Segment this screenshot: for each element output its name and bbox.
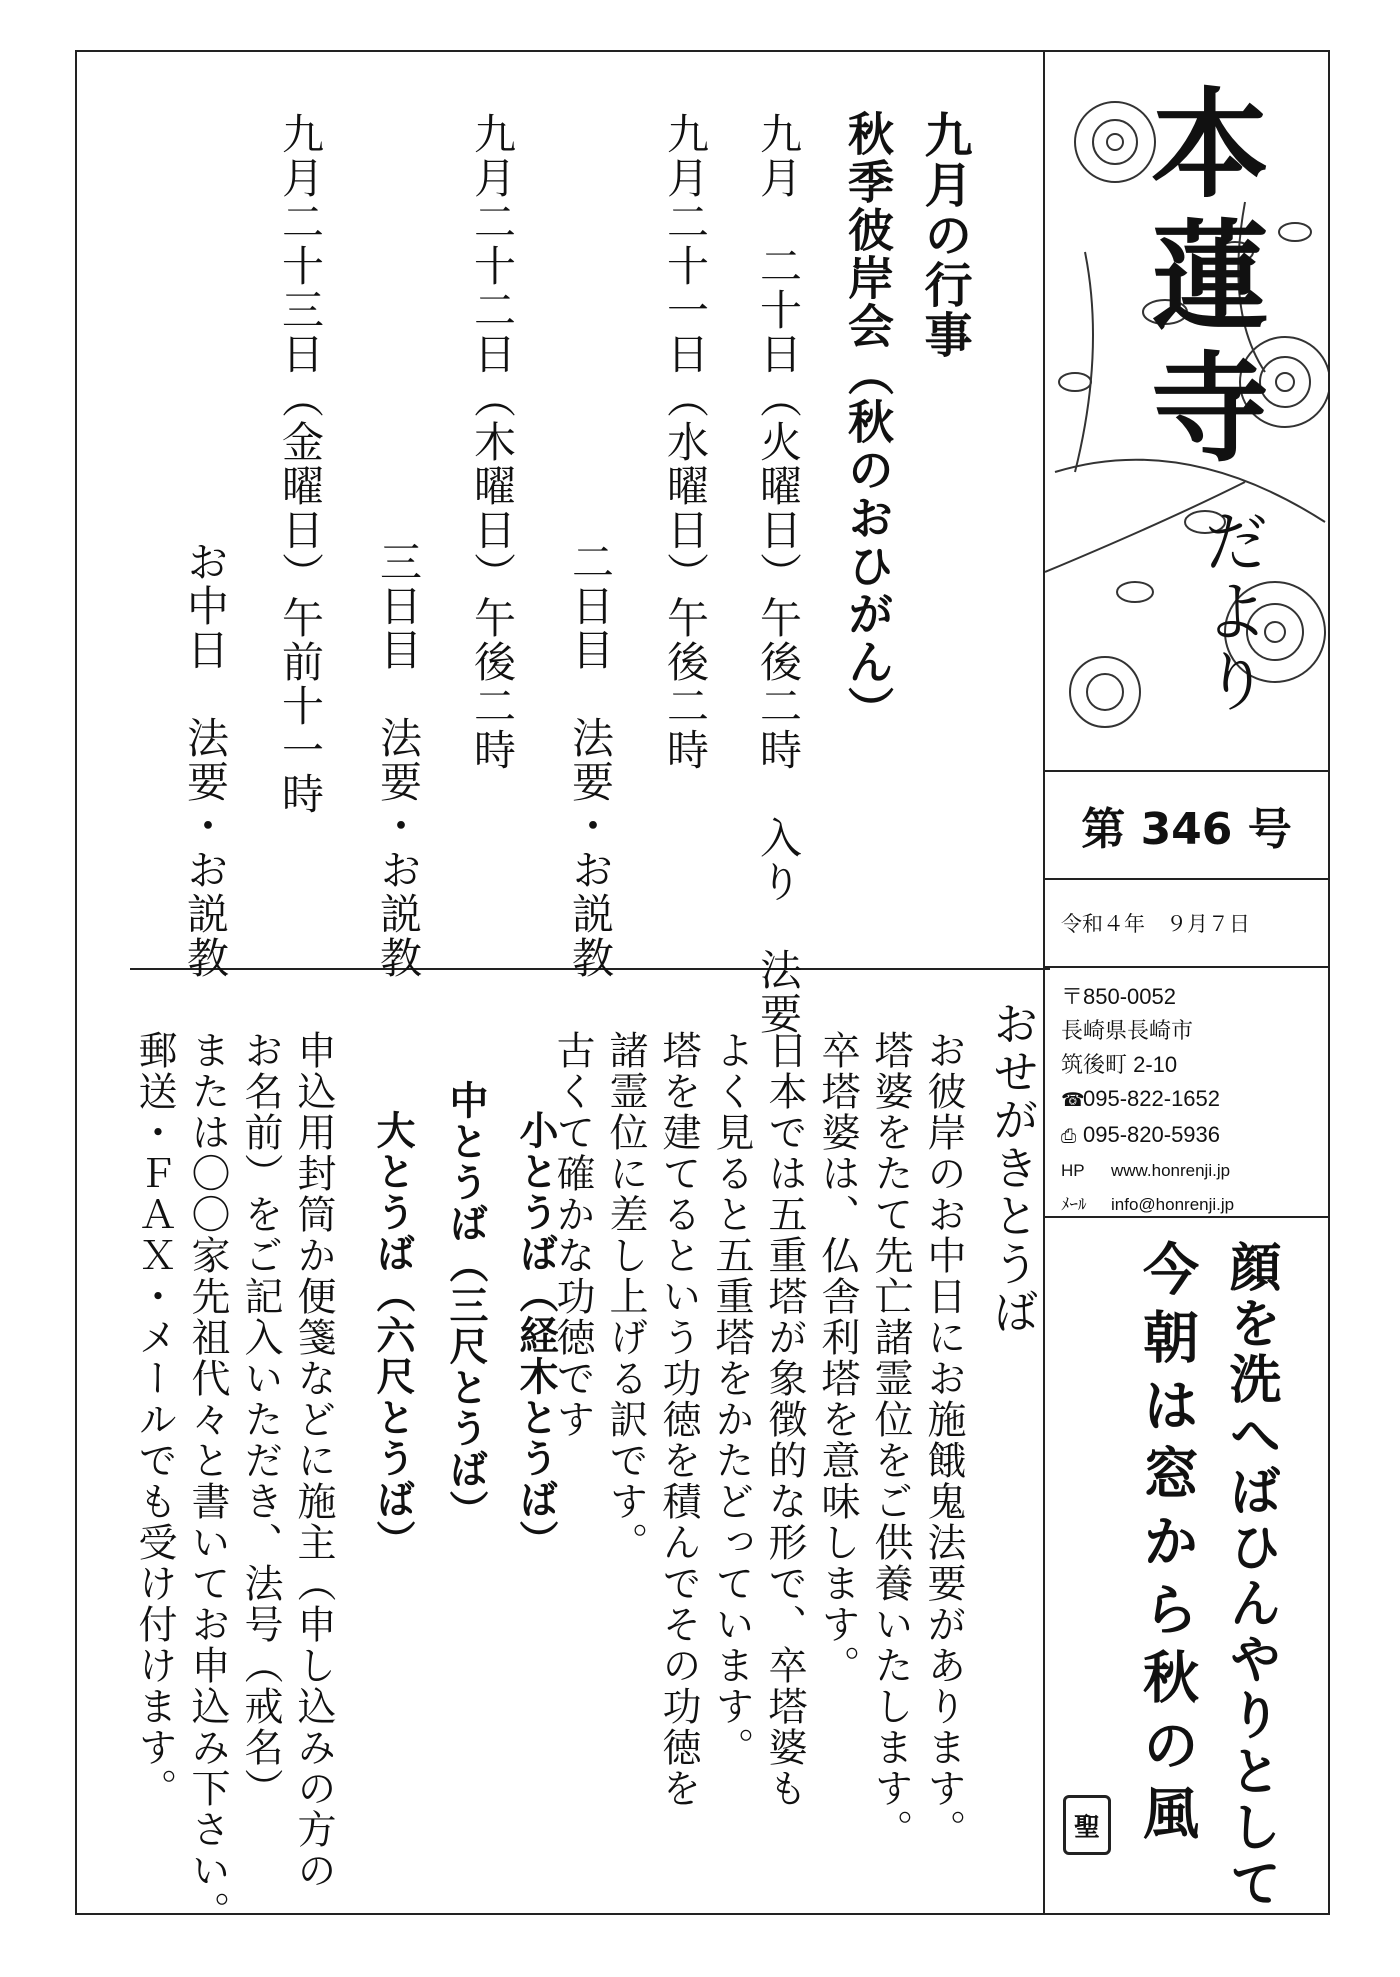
segaki-para1-line2: 塔婆をたて先亡諸霊位をご供養いたします。 [868,1030,913,1850]
segaki-heading: おせがきとうば [986,1000,1040,1336]
fax-number: 095-820-5936 [1083,1122,1221,1147]
masthead-subtitle: だより [1192,507,1269,717]
masthead-title: 本蓮寺 [1131,82,1270,478]
address-line1: 長崎県長崎市 [1061,1018,1194,1043]
segaki-para1-line7: 諸霊位に差し上げる訳です。 [603,1030,648,1563]
segaki-para1-line1: お彼岸のお中日にお施餓鬼法要があります。 [921,1030,966,1850]
issue-date: 令和４年 ９月７日 [1043,880,1328,968]
events-subheading: 秋季彼岸会（秋のおひがん） [841,110,895,734]
segaki-para1-line4: 日本では五重塔が象徴的な形で、卒塔婆も [762,1030,807,1809]
poem-line2: 今朝は窓から秋の風 [1134,1240,1200,1852]
event-row-2-date: 九月二十一日（水曜日）午後二時 [661,112,710,772]
segaki-para1-line5: よく見ると五重塔をかたどっています。 [709,1030,754,1768]
toba-size-large: 大とうば（六尺とうば） [370,1110,416,1561]
segaki-para2-line4: 郵送・ＦＡＸ・メールでも受け付けます。 [132,1030,177,1809]
event-row-3-detail: 三日目 法要・お説教 [374,540,423,980]
events-heading: 九月の行事 [916,110,972,360]
event-row-4-date: 九月二十三日（金曜日）午前十一時 [276,112,325,816]
event-row-1-date: 九月 二十日（火曜日）午後二時 入り 法要 [754,112,803,1036]
segaki-para1-line3: 卒塔婆は、仏舎利塔を意味します。 [815,1030,860,1686]
mail-label: ﾒｰﾙ [1061,1195,1087,1214]
segaki-para1-line8: 古くて確かな功徳です [550,1030,595,1440]
phone-icon: ☎ [1061,1090,1085,1111]
address-line2: 筑後町 2-10 [1061,1052,1178,1077]
issue-number: 第 346 号 [1043,772,1328,880]
toba-size-medium: 中とうば（三尺とうば） [443,1080,489,1531]
zip-code: 〒850-0052 [1061,984,1176,1009]
toba-size-small: 小とうば（経木とうば） [513,1110,559,1561]
seal-stamp: 聖 [1063,1795,1111,1855]
address-block [1043,968,1328,1218]
masthead [1043,52,1328,772]
event-row-2-detail: 二日目 法要・お説教 [566,540,615,980]
event-row-3-date: 九月二十二日（木曜日）午後二時 [468,112,517,772]
event-row-4-detail: お中日 法要・お説教 [181,540,230,980]
poem-line1: 顔を洗へばひんやりとして [1220,1240,1281,1912]
segaki-para2-line1: 申込用封筒か便箋などに施主（申し込みの方の [291,1030,336,1891]
email-link[interactable]: info@honrenji.jp [1111,1195,1235,1214]
hp-label: HP [1061,1161,1085,1180]
segaki-para2-line3: または〇〇家先祖代々と書いてお申込み下さい。 [185,1030,230,1932]
segaki-para2-line2: お名前）をご記入いただき、法号（戒名） [238,1030,283,1809]
fax-icon: ⎙ [1061,1126,1077,1147]
segaki-para1-line6: 塔を建てるという功徳を積んでその功徳を [656,1030,701,1809]
phone-number: 095-822-1652 [1083,1086,1221,1111]
homepage-link[interactable]: www.honrenji.jp [1111,1161,1231,1180]
